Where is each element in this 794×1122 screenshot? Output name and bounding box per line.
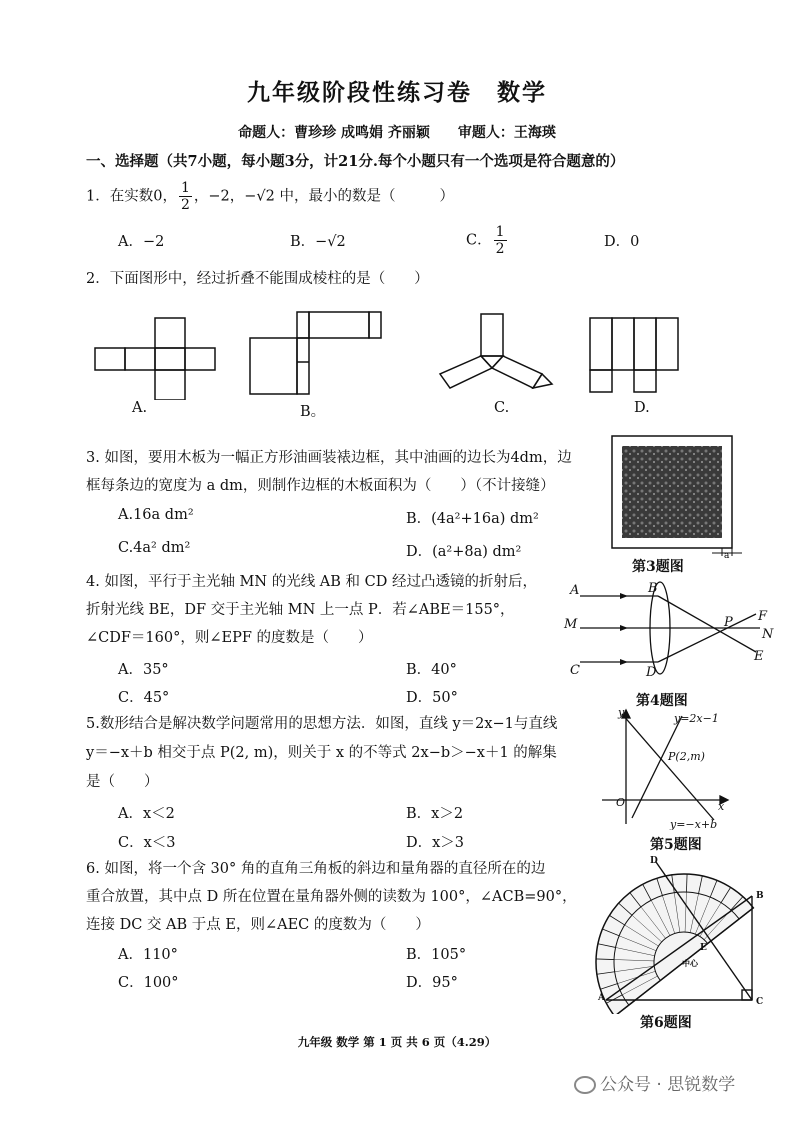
point-n-label: N bbox=[762, 627, 774, 642]
q1-option-a[interactable]: A．−2 bbox=[118, 234, 165, 250]
q6-line-2: 重合放置，其中点 D 所在位置在量角器外侧的读数为 100°，∠ACB=90°， bbox=[86, 889, 577, 905]
fraction bbox=[494, 224, 507, 257]
point-m-label: M bbox=[564, 617, 578, 632]
authors-line: 命题人：曹珍珍 成鸣娟 齐丽颖 审题人：王海瑛 bbox=[238, 125, 556, 141]
q5-graph-figure bbox=[598, 706, 738, 830]
q4-lens-figure bbox=[560, 576, 780, 686]
q6-option-d[interactable]: D．95° bbox=[406, 975, 458, 991]
point-e-label: E bbox=[754, 649, 764, 664]
q2-option-b[interactable]: B。 bbox=[300, 404, 326, 420]
point-c-label: C bbox=[570, 663, 580, 678]
question-text: ） bbox=[439, 188, 454, 205]
q6-option-b[interactable]: B．105° bbox=[406, 947, 467, 963]
x-axis-label: x bbox=[718, 800, 725, 813]
question-number: 1． bbox=[86, 188, 110, 205]
question-2: 2．下面图形中，经过折叠不能围成棱柱的是（ ） bbox=[86, 271, 429, 287]
q3-option-b[interactable]: B．(4a²+16a) dm² bbox=[406, 511, 539, 527]
question-text: ，−2，−√2 中，最小的数是（ bbox=[193, 188, 396, 205]
fraction-numerator: 1 bbox=[180, 180, 190, 196]
fraction-numerator: 1 bbox=[495, 224, 505, 240]
q5-option-a[interactable]: A．x＜2 bbox=[118, 806, 175, 822]
q5-line-1: 5.数形结合是解决数学问题常用的思想方法．如图，直线 y＝2x−1与直线 bbox=[86, 716, 558, 732]
q6-caption: 第6题图 bbox=[640, 1015, 692, 1031]
q4-option-b[interactable]: B．40° bbox=[406, 662, 457, 678]
frame-width-label: a bbox=[724, 551, 730, 561]
question-text: 在实数0， bbox=[109, 188, 177, 205]
q5-line-3: 是（ ） bbox=[86, 774, 159, 790]
point-f-label: F bbox=[758, 609, 768, 624]
q1-option-b[interactable]: B．−√2 bbox=[290, 234, 346, 250]
point-e-label: E bbox=[700, 943, 707, 953]
q5-option-b[interactable]: B．x＞2 bbox=[406, 806, 464, 822]
q3-caption: 第3题图 bbox=[632, 559, 684, 575]
q6-protractor-figure bbox=[592, 854, 772, 1014]
q6-option-a[interactable]: A．110° bbox=[118, 947, 178, 963]
page-footer: 九年级 数学 第 1 页 共 6 页（4.29） bbox=[297, 1035, 497, 1049]
wechat-icon bbox=[574, 1076, 596, 1094]
origin-label: O bbox=[616, 796, 626, 809]
q4-option-d[interactable]: D．50° bbox=[406, 690, 458, 706]
q4-line-3: ∠CDF＝160°，则∠EPF 的度数是（ ） bbox=[86, 630, 373, 646]
point-d-label: D bbox=[650, 856, 658, 866]
q4-option-a[interactable]: A．35° bbox=[118, 662, 169, 678]
point-d-label: D bbox=[646, 665, 657, 680]
section-heading: 一、选择题（共7小题，每小题3分，计21分.每个小题只有一个选项是符合题意的） bbox=[86, 153, 625, 170]
line1-label: y=2x−1 bbox=[674, 712, 719, 725]
intersection-label: P(2,m) bbox=[668, 750, 705, 763]
question-1 bbox=[86, 180, 454, 213]
q5-option-d[interactable]: D．x＞3 bbox=[406, 835, 465, 851]
q3-option-d[interactable]: D．(a²+8a) dm² bbox=[406, 544, 522, 560]
q2-option-c[interactable]: C. bbox=[494, 400, 510, 416]
q6-line-1: 6. 如图，将一个含 30° 角的直角三角板的斜边和量角器的直径所在的边 bbox=[86, 861, 546, 877]
fraction bbox=[179, 180, 192, 213]
point-c-label: C bbox=[756, 997, 764, 1007]
q1-option-d[interactable]: D．0 bbox=[604, 234, 640, 250]
q1-option-c[interactable] bbox=[466, 224, 509, 257]
point-b-label: B bbox=[648, 581, 658, 596]
q4-option-c[interactable]: C．45° bbox=[118, 690, 170, 706]
point-a-label: A bbox=[570, 583, 580, 598]
q2-nets-figure bbox=[90, 300, 710, 400]
q5-caption: 第5题图 bbox=[650, 837, 702, 853]
q3-painting-frame-figure bbox=[608, 432, 748, 562]
option-letter: C． bbox=[466, 232, 492, 249]
q4-caption: 第4题图 bbox=[636, 693, 688, 709]
page-title: 九年级阶段性练习卷 数学 bbox=[247, 79, 547, 106]
fraction-denominator: 2 bbox=[495, 241, 505, 257]
y-axis-label: y bbox=[618, 706, 625, 719]
center-label: 中心 bbox=[682, 958, 698, 968]
q5-option-c[interactable]: C．x＜3 bbox=[118, 835, 176, 851]
q6-line-3: 连接 DC 交 AB 于点 E，则∠AEC 的度数为（ ） bbox=[86, 917, 430, 933]
q4-line-1: 4. 如图，平行于主光轴 MN 的光线 AB 和 CD 经过凸透镜的折射后， bbox=[86, 574, 537, 590]
q4-line-2: 折射光线 BE，DF 交于主光轴 MN 上一点 P．若∠ABE＝155°， bbox=[86, 602, 515, 618]
q2-option-d[interactable]: D. bbox=[634, 400, 650, 416]
watermark bbox=[574, 1070, 735, 1095]
q3-option-a[interactable]: A.16a dm² bbox=[118, 507, 194, 523]
point-p-label: P bbox=[724, 615, 733, 630]
watermark-text: 公众号 · 思锐数学 bbox=[600, 1075, 736, 1095]
q2-option-a[interactable]: A. bbox=[132, 400, 148, 416]
q3-option-c[interactable]: C.4a² dm² bbox=[118, 540, 191, 556]
line2-label: y=−x+b bbox=[670, 818, 718, 830]
q3-line-1: 3. 如图，要用木板为一幅正方形油画装裱边框，其中油画的边长为4dm，边 bbox=[86, 450, 572, 466]
q3-line-2: 框每条边的宽度为 a dm，则制作边框的木板面积为（ ）（不计接缝） bbox=[86, 478, 555, 494]
fraction-denominator: 2 bbox=[180, 197, 190, 213]
point-a-label: A bbox=[598, 993, 605, 1003]
q6-option-c[interactable]: C．100° bbox=[118, 975, 179, 991]
point-b-label: B bbox=[756, 891, 764, 901]
q5-line-2: y＝−x＋b 相交于点 P(2, m)，则关于 x 的不等式 2x−b＞−x＋1 的解集 bbox=[86, 745, 557, 761]
